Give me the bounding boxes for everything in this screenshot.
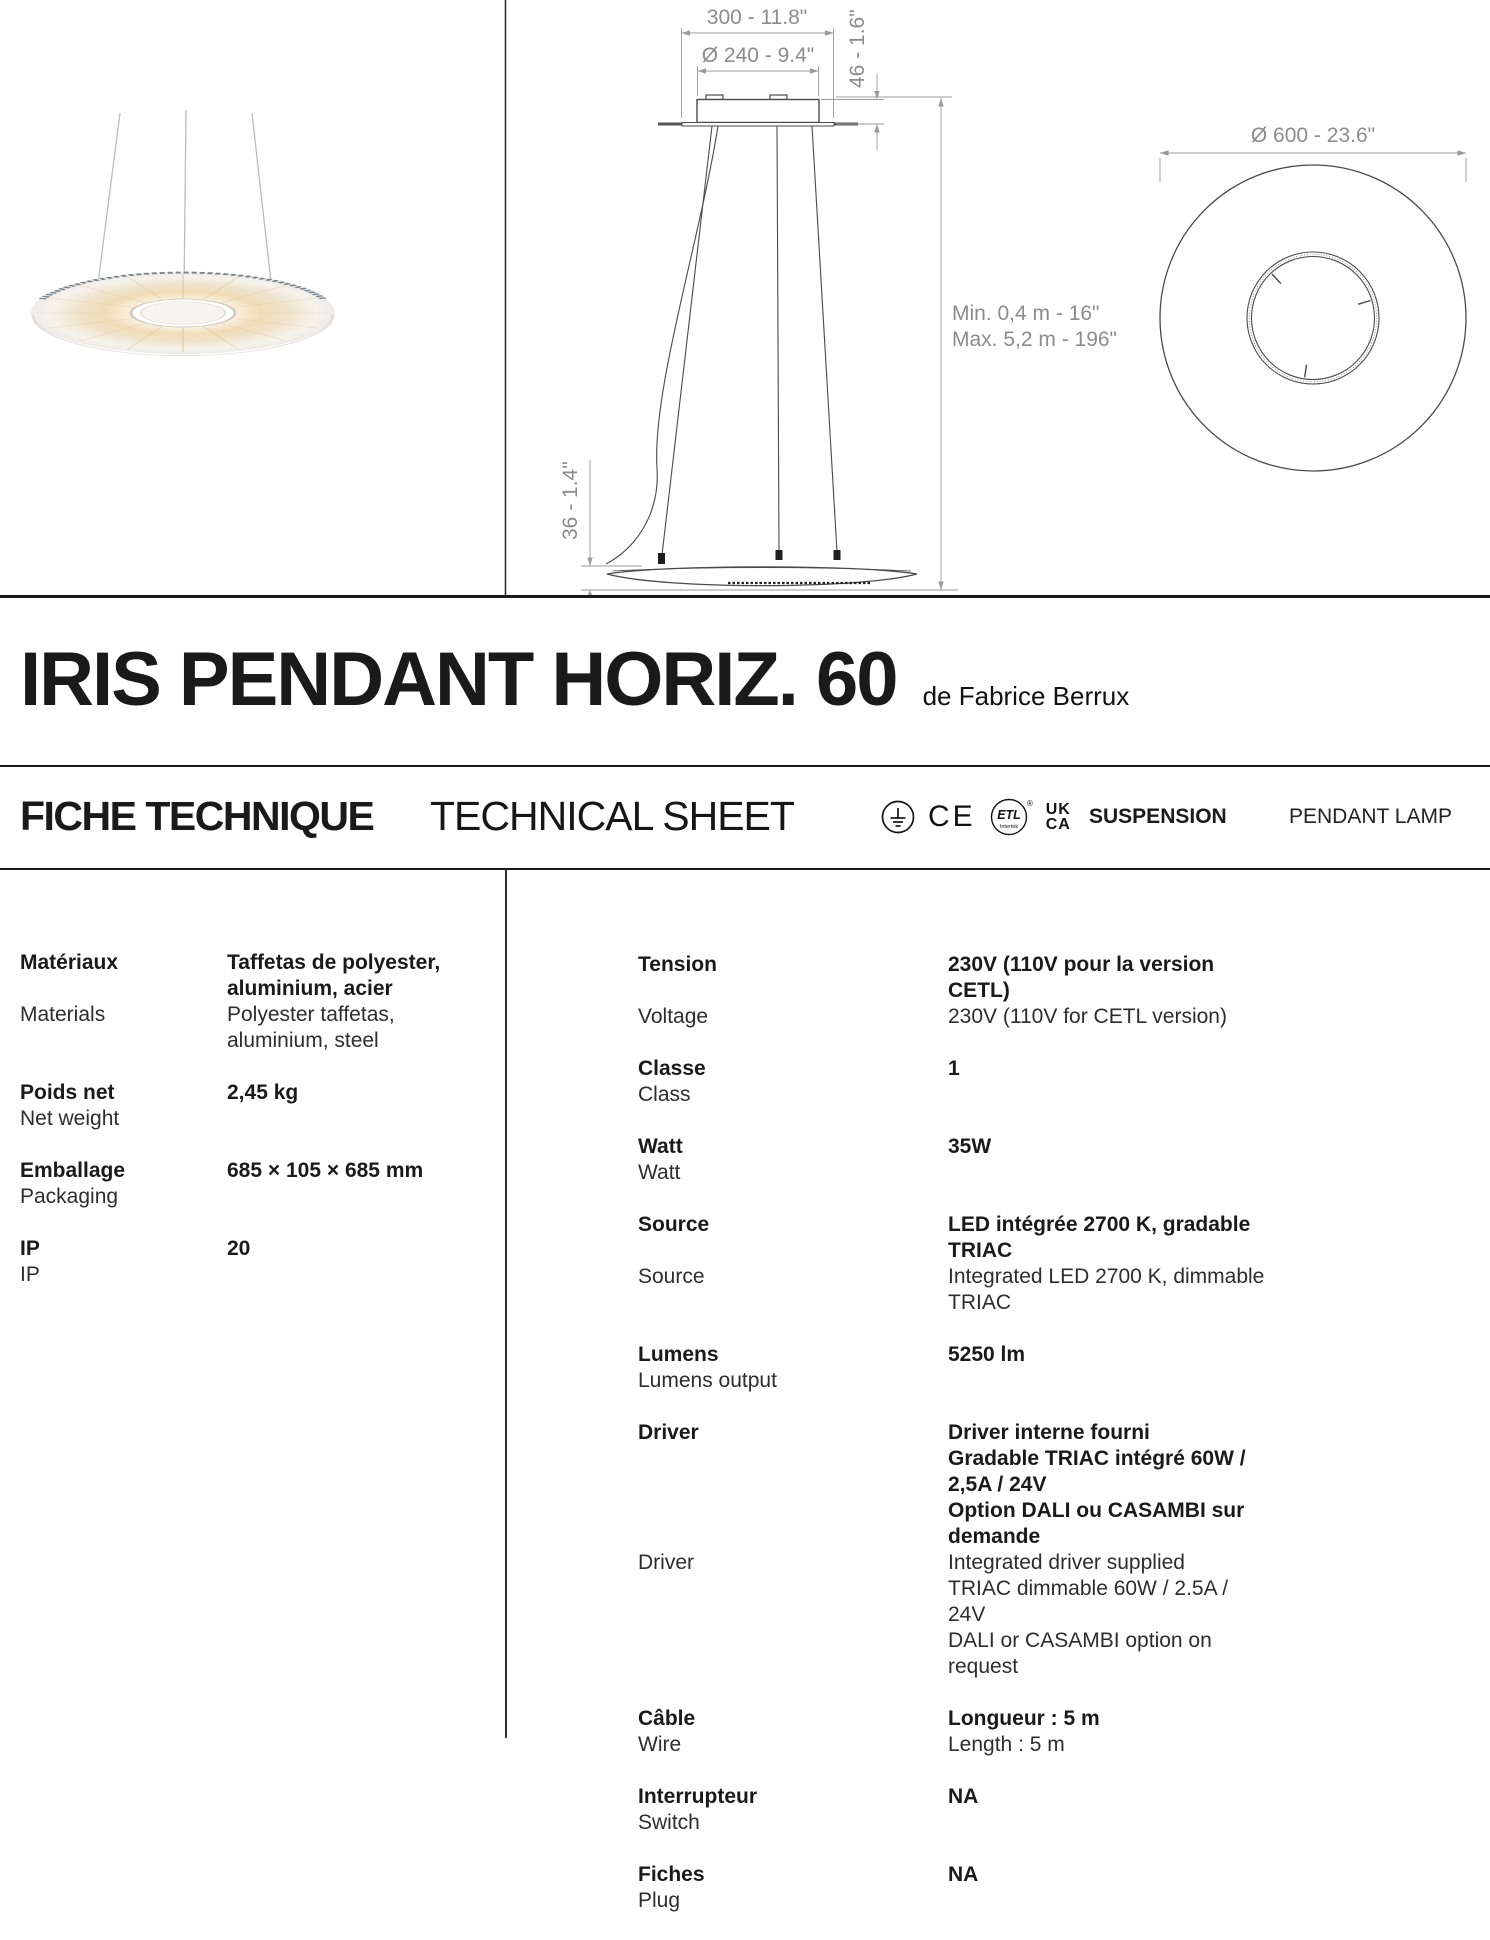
spec-label-fr: Driver bbox=[638, 1421, 699, 1444]
spec-value-en bbox=[227, 1262, 485, 1288]
spec-value-fr: Driver interne fourni Gradable TRIAC intégré 60W / 2,5A / 24V Option DALI ou CASAMBI sur demande bbox=[948, 1421, 1246, 1548]
spec-label-fr: Câble bbox=[638, 1707, 696, 1730]
spec-row-ip bbox=[20, 1236, 485, 1288]
drawings-svg bbox=[0, 0, 1490, 597]
category-fr: SUSPENSION bbox=[1089, 804, 1227, 828]
spec-value-en: Polyester taffetas, aluminium, steel bbox=[227, 1003, 395, 1052]
spec-value-en: Integrated driver supplied TRIAC dimmable 60W / 2.5A / 24V DALI or CASAMBI option on request bbox=[948, 1551, 1229, 1678]
spec-label-fr: IP bbox=[20, 1237, 40, 1260]
spec-label-fr: Lumens bbox=[638, 1343, 719, 1366]
svg-text:ETL: ETL bbox=[996, 807, 1021, 822]
rule-top bbox=[0, 595, 1490, 598]
spec-row-class bbox=[638, 1056, 1268, 1108]
spec-value-en bbox=[948, 1888, 1268, 1914]
spec-label-fr: Matériaux bbox=[20, 951, 119, 974]
dim-drop-lines bbox=[836, 97, 952, 590]
spec-value-fr: Longueur : 5 m bbox=[948, 1707, 1100, 1730]
spec-column-left bbox=[20, 950, 485, 1314]
ce-mark-icon: CE bbox=[928, 799, 976, 833]
spec-label-en: Net weight bbox=[20, 1107, 120, 1130]
spec-row-packaging bbox=[20, 1158, 485, 1210]
ukca-bottom: CA bbox=[1045, 815, 1071, 833]
top-view-outer-circle bbox=[1160, 165, 1466, 471]
ukca-mark-icon bbox=[1046, 802, 1071, 832]
spec-label-en: Driver bbox=[638, 1551, 694, 1574]
dim-36-arrows bbox=[587, 558, 592, 597]
spec-value-fr: 5250 lm bbox=[948, 1343, 1026, 1366]
spec-row-switch bbox=[638, 1784, 1268, 1836]
top-view-drawing bbox=[1160, 124, 1466, 471]
photo-cables bbox=[97, 110, 272, 293]
top-view-inner-ring-outer bbox=[1247, 252, 1379, 384]
ukca-top: UK bbox=[1045, 800, 1071, 818]
page-title: IRIS PENDANT HORIZ. 60 bbox=[20, 637, 897, 722]
spec-row-watt bbox=[638, 1134, 1268, 1186]
product-photo bbox=[31, 110, 335, 356]
designer-byline: de Fabrice Berrux bbox=[922, 681, 1130, 711]
photo-disc bbox=[31, 272, 335, 356]
spec-column-divider bbox=[505, 870, 507, 1738]
spec-value-en bbox=[948, 1160, 1268, 1186]
spec-value-en: Length : 5 m bbox=[948, 1733, 1065, 1756]
spec-label-en: Wire bbox=[638, 1733, 682, 1756]
spec-value-en: Integrated LED 2700 K, dimmable TRIAC bbox=[948, 1265, 1265, 1314]
rule-bottom bbox=[0, 868, 1490, 870]
spec-row-source bbox=[638, 1212, 1268, 1316]
header-band bbox=[0, 765, 1490, 868]
spec-column-right bbox=[638, 952, 1268, 1940]
spec-label-fr: Interrupteur bbox=[638, 1785, 758, 1808]
spec-label-en: IP bbox=[20, 1263, 40, 1286]
dim-min-drop-label: Min. 0,4 m - 16" bbox=[952, 302, 1100, 325]
spec-row-materials bbox=[20, 950, 485, 1054]
spec-value-fr: 685 × 105 × 685 mm bbox=[227, 1159, 424, 1182]
spec-label-fr: Watt bbox=[638, 1135, 683, 1158]
spec-value-fr: 230V (110V pour la version CETL) bbox=[948, 953, 1215, 1002]
spec-value-fr: 20 bbox=[227, 1237, 251, 1260]
spec-label-en: Switch bbox=[638, 1811, 700, 1834]
dim-shade-height-label: 36 - 1.4" bbox=[559, 461, 582, 540]
sheet-title-en: TECHNICAL SHEET bbox=[430, 793, 794, 839]
spec-value-fr: 35W bbox=[948, 1135, 992, 1158]
spec-label-fr: Source bbox=[638, 1213, 710, 1236]
spec-label-en: Materials bbox=[20, 1003, 106, 1026]
dim-600-lines bbox=[1160, 153, 1466, 182]
dim-diameter-label: Ø 600 - 23.6" bbox=[1250, 124, 1376, 147]
drawings-section bbox=[0, 0, 1490, 597]
spec-row-driver bbox=[638, 1420, 1268, 1680]
grounding-class-icon bbox=[879, 795, 917, 839]
spec-value-en bbox=[948, 1082, 1268, 1108]
spec-value-fr: Taffetas de polyester, aluminium, acier bbox=[227, 951, 441, 1000]
spec-row-net-weight bbox=[20, 1080, 485, 1132]
canopy bbox=[682, 95, 834, 126]
top-view-inner-ring-inner bbox=[1252, 257, 1375, 380]
spec-value-en: 230V (110V for CETL version) bbox=[948, 1005, 1227, 1028]
cable-grippers bbox=[658, 550, 841, 564]
certification-marks bbox=[879, 765, 1071, 868]
dim-canopy-height-label: 46 - 1.6" bbox=[846, 9, 869, 88]
spec-row-plug bbox=[638, 1862, 1268, 1914]
spec-label-fr: Poids net bbox=[20, 1081, 115, 1104]
etl-intertek-icon bbox=[987, 794, 1035, 840]
sheet-title-fr: FICHE TECHNIQUE bbox=[20, 793, 374, 839]
spec-label-en: Lumens output bbox=[638, 1369, 777, 1392]
spec-label-en: Voltage bbox=[638, 1005, 709, 1028]
dim-max-drop-label: Max. 5,2 m - 196" bbox=[952, 328, 1118, 351]
title-row bbox=[20, 637, 1480, 722]
svg-text:®: ® bbox=[1026, 798, 1033, 808]
spec-label-fr: Emballage bbox=[20, 1159, 126, 1182]
svg-text:Intertek: Intertek bbox=[999, 823, 1018, 830]
spec-label-en: Watt bbox=[638, 1161, 681, 1184]
spec-value-en bbox=[227, 1184, 485, 1210]
spec-value-en bbox=[227, 1106, 485, 1132]
spec-row-voltage bbox=[638, 952, 1268, 1030]
dim-canopy-diameter-label: Ø 240 - 9.4" bbox=[701, 44, 815, 67]
spec-value-fr: 1 bbox=[948, 1057, 960, 1080]
front-view-drawing bbox=[559, 6, 1117, 597]
spec-value-fr: NA bbox=[948, 1785, 979, 1808]
spec-label-en: Source bbox=[638, 1265, 705, 1288]
spec-value-en bbox=[948, 1368, 1268, 1394]
dim-overall-width-label: 300 - 11.8" bbox=[706, 6, 808, 29]
category-en: PENDANT LAMP bbox=[1289, 804, 1452, 828]
spec-label-en: Plug bbox=[638, 1889, 681, 1912]
spec-value-fr: 2,45 kg bbox=[227, 1081, 299, 1104]
spec-label-fr: Tension bbox=[638, 953, 717, 976]
spec-label-en: Packaging bbox=[20, 1185, 119, 1208]
dim-240-lines bbox=[698, 66, 819, 96]
spec-label-en: Class bbox=[638, 1083, 691, 1106]
spec-value-en bbox=[948, 1810, 1268, 1836]
spec-row-wire bbox=[638, 1706, 1268, 1758]
spec-row-lumens bbox=[638, 1342, 1268, 1394]
spec-value-fr: NA bbox=[948, 1863, 979, 1886]
spec-label-fr: Fiches bbox=[638, 1863, 705, 1886]
shade-side-view bbox=[607, 567, 917, 586]
suspension-cables bbox=[606, 126, 837, 564]
spec-label-fr: Classe bbox=[638, 1057, 706, 1080]
spec-value-fr: LED intégrée 2700 K, gradable TRIAC bbox=[948, 1213, 1251, 1262]
